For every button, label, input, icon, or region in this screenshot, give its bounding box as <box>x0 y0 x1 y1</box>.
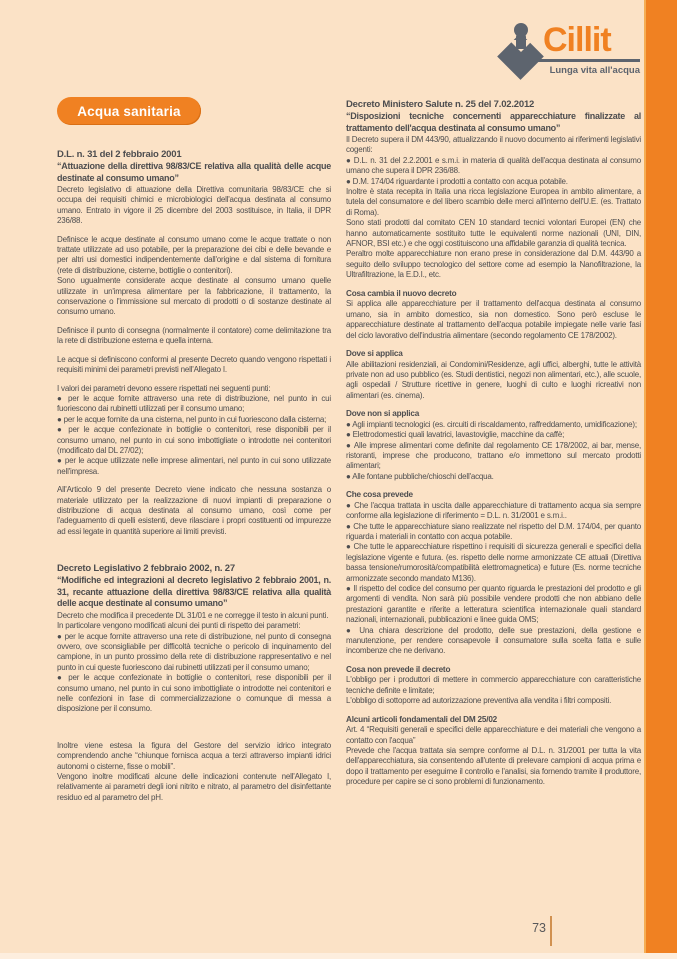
spacer <box>346 341 641 349</box>
paragraph: ● Agli impianti tecnologici (es. circuiti di riscaldamento, raffreddamento, umidificazione); <box>346 419 637 429</box>
logo-wordmark: Cillit <box>543 21 611 59</box>
section-title: D.L. n. 31 del 2 febbraio 2001 <box>57 149 182 160</box>
paragraph: Si applica alle apparecchiature per il trattamento dell'acqua destinata al consumo umano, sia in ambito domestico, sia non domestico. Sono però escluse le apparecchiature destinate al trattamento dell'acqua potabile impiegate nelle varie fasi del ciclo lavorativo dell'industria alimentare (secondo regolamento CE 178/2002). <box>346 299 641 340</box>
page-number: 73 <box>532 921 546 935</box>
paragraph: Definisce le acque destinate al consumo umano come le acque trattate o non trattate utilizzate ad uso potabile, per la preparazione dei cibi e delle bevande e per altri usi domestici indipendentemente dall'origine e dal sistema di fornitura (rete di distribuzione, cisterne, bottiglie o contenitori). <box>57 234 331 275</box>
paragraph: In particolare vengono modificati alcuni dei punti di rispetto dei parametri: <box>57 621 301 631</box>
page-side-strip <box>644 0 677 953</box>
page-bottom-edge <box>0 953 677 959</box>
paragraph: Definisce il punto di consegna (normalmente il contatore) come delimitazione tra la rete di distribuzione esterna e quella interna. <box>57 325 331 346</box>
logo-person-head <box>514 23 528 37</box>
spacer <box>57 376 331 384</box>
paragraph: Decreto legislativo di attuazione della Direttiva comunitaria 98/83/CE che si occupa dei requisiti chimici e microbiologici dell'acqua destinata al consumo umano. Entrato in vigore il 25 dicembre del 2003 sostituisce, in Italia, il DPR 236/88. <box>57 185 331 226</box>
spacer <box>57 347 331 355</box>
spacer <box>346 281 641 289</box>
paragraph: ● per le acque fornite attraverso una rete di distribuzione, nel punto in cui fuoriescono dai rubinetti utilizzati per il consumo umano; <box>57 393 331 414</box>
sub-heading: Alcuni articoli fondamentali del DM 25/02 <box>346 714 498 724</box>
paragraph: Peraltro molte apparecchiature non erano prese in considerazione dal D.M. 443/90 a seguito dello sviluppo tecnologico del settore come ad esempio la Nanofiltrazione, la Ultrafiltrazione, la E.D.I., etc. <box>346 249 641 280</box>
paragraph: Prevede che l'acqua trattata sia sempre conforme al D.L. n. 31/2001 per tutta la vita dell'apparecchiatura, sia consentendo all'utente di prelevare campioni di acqua prima e dopo il trattamento per eseguirne il controllo e l'analisi, sia fornendo tramite il produttore, procedure per capire se ci sono problemi di funzionamento. <box>346 746 641 787</box>
paragraph: ● Il rispetto del codice del consumo per quanto riguarda le prestazioni del prodotto e gli argomenti di vendita. Non sarà più possibile vendere prodotti che non abbiano delle prestazioni garantite e riferite a letteratura scientifica internazionale quali standard nazionali, internazionali, pubblicazioni e linee guida OMS; <box>346 584 641 625</box>
spacer <box>346 707 641 715</box>
spacer <box>57 227 331 235</box>
sub-heading: Che cosa prevede <box>346 490 413 500</box>
paragraph: ● Una chiara descrizione del prodotto, delle sue prestazioni, della gestione e manutenzione, per rendere consapevole il consumatore sulla scelta fatta e sulle incombenze che ne derivano. <box>346 625 641 656</box>
paragraph: Le acque si definiscono conformi al presente Decreto quando vengono rispettati i requisiti minimi dei parametri previsti nell'Allegato I. <box>57 354 331 375</box>
paragraph: Sono ugualmente considerate acque destinate al consumo umano quelle utilizzate in un'impresa alimentare per la fabbricazione, il trattamento, la conservazione o l'immissione sul mercato di prodotti o di sostanze destinate al consumo umano. <box>57 276 331 317</box>
paragraph: ● D.M. 174/04 riguardante i prodotti a contatto con acqua potabile. <box>346 176 568 186</box>
paragraph: Inoltre viene estesa la figura del Gestore del servizio idrico integrato comprendendo anche “chiunque fornisca acqua a terzi attraverso impianti idrici autonomi o cisterne, fisse o mobili”. <box>57 740 331 771</box>
right-column <box>346 99 641 788</box>
logo-tagline: Lunga vita all'acqua <box>549 65 640 76</box>
footer-accent-line <box>550 916 552 946</box>
paragraph: L'obbligo per i produttori di mettere in commercio apparecchiature con caratteristiche tecniche definite e limitate; <box>346 675 641 695</box>
section-title: Decreto Legislativo 2 febbraio 2002, n. 27 <box>57 563 235 575</box>
paragraph: ● per le acque fornite da una cisterna, nel punto in cui fuoriescono dalla cisterna; <box>57 414 327 424</box>
paragraph: ● per le acque confezionate in bottiglie o contenitori, rese disponibili per il consumo umano, nel punto in cui sono imbottigliate o introdotte nei contenitori (modificato dal DL 27/02); <box>57 425 331 455</box>
paragraph: Vengono inoltre modificati alcune delle indicazioni contenute nell'Allegato I, relativamente ai parametri degli ioni nitrito e nitrato, al parametro del disinfettante residuo ed al parametro del pH. <box>57 771 331 802</box>
paragraph: Il Decreto supera il DM 443/90, attualizzando il nuovo documento ai riferimenti legislativi cogenti: <box>346 135 641 155</box>
section-tag-acqua-sanitaria: Acqua sanitaria <box>57 97 201 125</box>
paragraph: Inoltre è stata recepita in Italia una ricca legislazione Europea in ambito alimentare, a tutela del consumatore e del libero scambio delle merci all'interno dell'U.E. (es. Trattato di Roma). <box>346 187 641 217</box>
sub-heading: Cosa cambia il nuovo decreto <box>346 288 457 298</box>
paragraph: ● Alle imprese alimentari come definite dal regolamento CE 178/2002, ai bar, mense, ristoranti, imprese che producono, trattano e/o immettono sul mercato prodotti alimentari; <box>346 440 641 471</box>
section-subtitle: “Attuazione della direttiva 98/83/CE relativa alla qualità delle acque destinate al consumo umano” <box>57 161 331 183</box>
person-water-icon <box>497 25 545 81</box>
spacer <box>57 477 331 485</box>
spacer <box>346 482 641 490</box>
paragraph: ● Elettrodomestici quali lavatrici, lavastoviglie, macchine da caffè; <box>346 430 565 440</box>
cillit-logo <box>497 21 640 79</box>
sub-heading: Dove non si applica <box>346 409 420 419</box>
paragraph: ● Che tutte le apparecchiature rispettino i requisiti di sicurezza generali e specifici della legislazione vigente e futura. (es. rispetto delle norme armonizzate CE attuali (Direttiva bassa tensione/rumorosità/compatibilità elettromagnetica) e future (Es. norme tecniche armonizzate secondo mandato M136). <box>346 542 641 583</box>
spacer <box>57 537 331 563</box>
paragraph: ● per le acque utilizzate nelle imprese alimentari, nel punto in cui sono utilizzate nell'impresa. <box>57 456 331 476</box>
section-subtitle: “Disposizioni tecniche concernenti apparecchiature finalizzate al trattamento dell'acqua destinata al consumo umano” <box>346 111 641 133</box>
section-subtitle: “Modifiche ed integrazioni al decreto legislativo 2 febbraio 2001, n. 31, recante attuazione della direttiva 98/83/CE relativa alla qualità delle acque destinate al consumo umano” <box>57 575 331 609</box>
spacer <box>57 318 331 326</box>
paragraph: Alle abilitazioni residenziali, ai Condomini/Residenze, agli uffici, alberghi, tutte le attività private non ad uso pubblico (es. Studi dentistici, negozi non alimentari, etc.), alle scuole, agli ospedali / Strutture ricettive in genere, luoghi di culto e luoghi ricreativi non alimentari (es. cinema). <box>346 359 641 400</box>
paragraph: ● Alle fontane pubbliche/chioschi dell'acqua. <box>346 471 494 481</box>
paragraph: ● Che tutte le apparecchiature siano realizzate nel rispetto del D.M. 174/04, per quanto riguarda i materiali in contatto con acqua potabile. <box>346 521 641 541</box>
sub-heading: Dove si applica <box>346 348 403 358</box>
spacer <box>346 657 641 665</box>
left-column <box>57 149 331 803</box>
paragraph: Art. 4 “Requisiti generali e specifici delle apparecchiature e dei materiali che vengono a contatto con l'acqua” <box>346 725 641 745</box>
paragraph: I valori dei parametri devono essere rispettati nei seguenti punti: <box>57 383 271 393</box>
paragraph: ● per le acque fornite attraverso una rete di distribuzione, nel punto di consegna ovvero, ove sconsigliabile per difficoltà tecniche o pericolo di inquinamento del campione, in un punto prossimo della rete di distribuzione rappresentativo e nel punto in cui queste fuoriescono dai rubinetti utilizzati per il consumo umano; <box>57 631 331 672</box>
paragraph: ● Che l'acqua trattata in uscita dalle apparecchiature di trattamento acqua sia sempre conforme alla legislazione di riferimento = D.L. n. 31/2001 e s.m.i.. <box>346 500 641 521</box>
paragraph: Sono stati prodotti dal comitato CEN 10 standard tecnici volontari Europei (EN) che hanno automaticamente sostituito tutte le equivalenti norme nazionali (UNI, DIN, AFNOR, BSI etc.) e che oggi costituiscono una affidabile garanzia di qualità tecnica. <box>346 218 641 249</box>
paragraph: ● per le acque confezionate in bottiglie o contenitori, rese disponibili per il consumo umano, nel punto in cui sono imbottigliate o introdotte nei contenitori e nelle confezioni in fase di commercializzazione o comunque di messa a disposizione per il consumo. <box>57 673 331 714</box>
spacer <box>57 715 331 741</box>
paragraph: ● D.L. n. 31 del 2.2.2001 e s.m.i. in materia di qualità dell'acqua destinata al consumo umano che supera il DPR 236/88. <box>346 155 641 176</box>
paragraph: All'Articolo 9 del presente Decreto viene indicato che nessuna sostanza o materiale utilizzato per la realizzazione di nuovi impianti di preparazione o distribuzione di acqua destinata al consumo umano, così come per l'adeguamento di quelli esistenti, deve rilasciare i propri costituenti od impurezze ad essi legate in quantità superiore ai limiti previsti. <box>57 485 331 536</box>
paragraph: Decreto che modifica il precedente DL 31/01 e ne corregge il testo in alcuni punti. <box>57 610 329 620</box>
spacer <box>346 401 641 409</box>
section-title: Decreto Ministero Salute n. 25 del 7.02.2012 <box>346 99 535 110</box>
sub-heading: Cosa non prevede il decreto <box>346 664 451 674</box>
paragraph: L'obbligo di sottoporre ad autorizzazione preventiva alla vendita i filtri compositi. <box>346 696 612 706</box>
